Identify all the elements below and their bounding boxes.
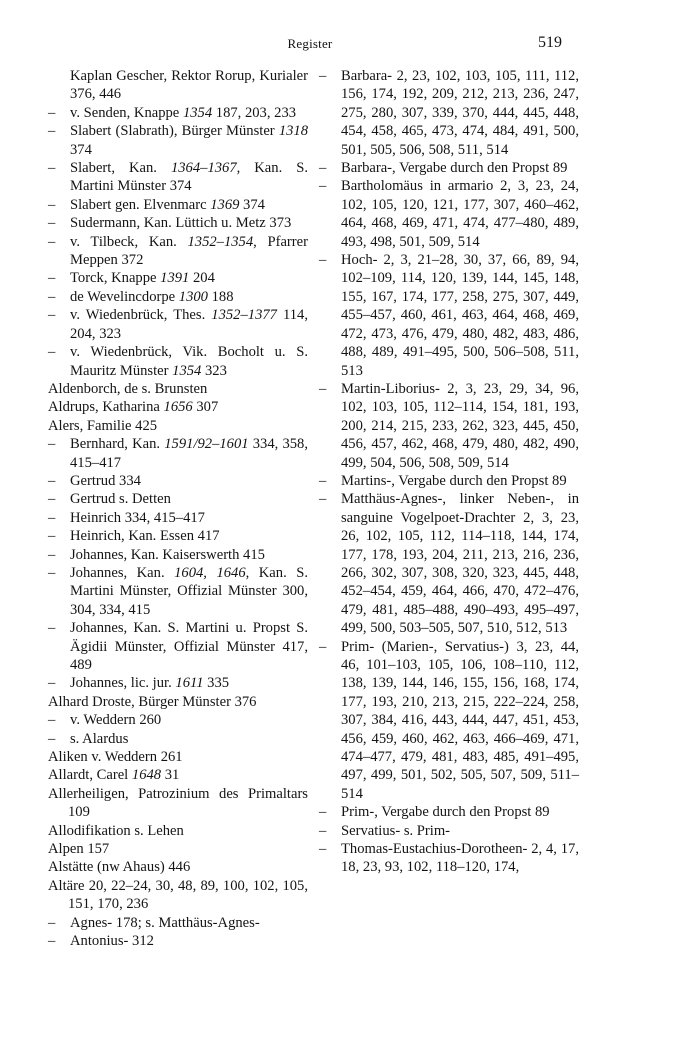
index-subentry <box>319 177 579 251</box>
entry-text: Heinrich 334, 415–417 <box>70 509 205 526</box>
index-subentry <box>48 932 308 950</box>
index-subentry <box>48 104 308 122</box>
subentry-dash: – <box>48 123 56 140</box>
entry-text: v. Wiedenbrück, Vik. Bocholt u. S. Mauritz Münster 1354 323 <box>70 344 308 379</box>
entry-text: Aliken v. Weddern 261 <box>48 749 183 766</box>
index-subentry <box>48 730 308 748</box>
subentry-dash: – <box>48 160 56 177</box>
index-subentry <box>48 490 308 508</box>
subentry-dash: – <box>319 160 327 177</box>
index-entry <box>48 748 308 766</box>
index-subentry <box>319 638 579 804</box>
index-subentry <box>48 214 308 232</box>
entry-text: Bernhard, Kan. 1591/92–1601 334, 358, 415–417 <box>70 436 308 471</box>
entry-text: Alstätte (nw Ahaus) 446 <box>48 859 191 876</box>
entry-text: Allerheiligen, Patrozinium des Primaltars 109 <box>48 785 308 821</box>
entry-text: Hoch- 2, 3, 21–28, 30, 37, 66, 89, 94, 102–109, 114, 120, 139, 144, 145, 148, 155, 167, 174, 177, 258, 275, 307, 449, 455–457, 460, 461, 463, 464, 468, 469, 472, 473, 476, 479, 480, 482, 483, 486, 488, 489, 491–495, 500, 506–508, 511, 513 <box>341 252 579 379</box>
index-subentry <box>48 269 308 287</box>
subentry-dash: – <box>48 933 56 950</box>
entry-text: Aldrups, Katharina 1656 307 <box>48 399 219 416</box>
subentry-dash: – <box>48 914 56 931</box>
entry-text: v. Wiedenbrück, Thes. 1352–1377 114, 204, 323 <box>70 307 308 342</box>
entry-text: Slabert (Slabrath), Bürger Münster 1318 374 <box>70 123 308 158</box>
index-subentry <box>48 546 308 564</box>
subentry-dash: – <box>48 472 56 489</box>
entry-text: Martins-, Vergabe durch den Propst 89 <box>341 472 567 489</box>
entry-text: Alpen 157 <box>48 841 110 858</box>
index-entry-continuation <box>48 67 308 104</box>
index-subentry <box>319 840 579 877</box>
entry-text: Servatius- s. Prim- <box>341 822 451 839</box>
subentry-dash: – <box>319 841 327 858</box>
subentry-dash: – <box>48 730 56 747</box>
entry-text: Barbara-, Vergabe durch den Propst 89 <box>341 160 568 177</box>
entry-text: Sudermann, Kan. Lüttich u. Metz 373 <box>70 215 292 232</box>
entry-text: Bartholomäus in armario 2, 3, 23, 24, 102, 105, 120, 121, 177, 307, 460–462, 464, 468, 469, 471, 474, 477–480, 489, 493, 498, 501, 509, 514 <box>341 178 579 250</box>
subentry-dash: – <box>48 215 56 232</box>
entry-text: v. Tilbeck, Kan. 1352–1354, Pfarrer Meppen 372 <box>70 233 308 269</box>
index-subentry <box>319 472 579 490</box>
entry-text: Slabert gen. Elvenmarc 1369 374 <box>70 196 265 213</box>
subentry-dash: – <box>48 104 56 121</box>
index-subentry <box>48 527 308 545</box>
entry-text: Alhard Droste, Bürger Münster 376 <box>48 693 257 710</box>
subentry-dash: – <box>319 638 327 655</box>
subentry-dash: – <box>319 804 327 821</box>
entry-text: Johannes, Kan. S. Martini u. Propst S. Ägidii Münster, Offizial Münster 417, 489 <box>70 620 308 673</box>
entry-text: Johannes, Kan. Kaiserswerth 415 <box>70 546 265 563</box>
subentry-dash: – <box>319 178 327 195</box>
index-entry <box>48 693 308 711</box>
index-subentry <box>319 159 579 177</box>
index-subentry <box>319 803 579 821</box>
subentry-dash: – <box>319 491 327 508</box>
entry-text: v. Senden, Knappe 1354 187, 203, 233 <box>70 104 297 121</box>
entry-text: Aldenborch, de s. Brunsten <box>48 380 208 397</box>
index-subentry <box>48 914 308 932</box>
index-subentry <box>319 67 579 159</box>
index-subentry <box>319 251 579 380</box>
subentry-dash: – <box>319 380 327 397</box>
index-subentry <box>48 343 308 380</box>
entry-text: Martin-Liborius- 2, 3, 23, 29, 34, 96, 102, 103, 105, 112–114, 154, 181, 193, 200, 214, 215, 233, 262, 323, 445, 450, 456, 457, 462, 468, 479, 480, 482, 490, 499, 504, 506, 508, 509, 514 <box>341 380 579 471</box>
entry-text: Gertrud 334 <box>70 472 141 489</box>
subentry-dash: – <box>48 491 56 508</box>
subentry-dash: – <box>319 822 327 839</box>
entry-text: Gertrud s. Detten <box>70 491 171 508</box>
index-subentry <box>48 711 308 729</box>
entry-text: Johannes, lic. jur. 1611 335 <box>70 675 230 692</box>
index-subentry <box>48 619 308 674</box>
subentry-dash: – <box>319 252 327 269</box>
index-subentry <box>319 490 579 637</box>
index-subentry <box>48 306 308 343</box>
index-entry <box>48 877 308 914</box>
subentry-dash: – <box>48 675 56 692</box>
index-subentry <box>48 196 308 214</box>
subentry-dash: – <box>48 620 56 637</box>
index-subentry <box>48 674 308 692</box>
index-subentry <box>319 822 579 840</box>
subentry-dash: – <box>48 546 56 563</box>
subentry-dash: – <box>48 528 56 545</box>
subentry-dash: – <box>319 472 327 489</box>
entry-text: Thomas-Eustachius-Dorotheen- 2, 4, 17, 18, 23, 93, 102, 118–120, 174, <box>341 841 579 876</box>
entry-text: Allodifikation s. Lehen <box>48 822 184 839</box>
subentry-dash: – <box>48 564 56 581</box>
entry-text: Prim- (Marien-, Servatius-) 3, 23, 44, 46, 101–103, 105, 106, 108–110, 112, 138, 139, 144, 146, 155, 156, 168, 174, 177, 193, 210, 213, 215, 222–224, 258, 307, 384, 416, 443, 444, 447, 451, 453, 456, 459, 460, 462, 463, 466–469, 471, 474–477, 479, 481, 483, 485, 491–495, 497, 499, 501, 502, 505, 507, 509, 511–514 <box>341 638 579 802</box>
index-column-left <box>48 67 308 951</box>
index-subentry <box>48 509 308 527</box>
subentry-dash: – <box>48 233 56 250</box>
entry-text: Agnes- 178; s. Matthäus-Agnes- <box>70 914 260 931</box>
index-subentry <box>48 564 308 619</box>
entry-text: Antonius- 312 <box>70 933 154 950</box>
entry-text: Slabert, Kan. 1364–1367, Kan. S. Martini Münster 374 <box>70 160 308 195</box>
entry-text: Allardt, Carel 1648 31 <box>48 767 180 784</box>
index-entry <box>48 398 308 416</box>
entry-text: Barbara- 2, 23, 102, 103, 105, 111, 112, 156, 174, 192, 209, 212, 213, 236, 247, 275, 280, 307, 339, 370, 444, 445, 448, 454, 458, 465, 473, 474, 484, 491, 500, 501, 505, 506, 508, 511, 514 <box>341 68 579 158</box>
page-number: 519 <box>538 34 562 51</box>
index-entry <box>48 858 308 876</box>
index-subentry <box>48 472 308 490</box>
entry-text: Torck, Knappe 1391 204 <box>70 270 215 287</box>
entry-text: Johannes, Kan. 1604, 1646, Kan. S. Martini Münster, Offizial Münster 300, 304, 334, 415 <box>70 564 308 618</box>
index-entry <box>48 785 308 822</box>
index-subentry <box>48 288 308 306</box>
index-column-right <box>319 67 579 877</box>
entry-text: v. Weddern 260 <box>70 712 162 729</box>
index-entry <box>48 380 308 398</box>
subentry-dash: – <box>48 712 56 729</box>
entry-text: Altäre 20, 22–24, 30, 48, 89, 100, 102, 105, 151, 170, 236 <box>48 877 308 913</box>
entry-text: s. Alardus <box>70 730 129 747</box>
entry-text: Prim-, Vergabe durch den Propst 89 <box>341 804 550 821</box>
subentry-dash: – <box>319 68 327 84</box>
entry-text: Heinrich, Kan. Essen 417 <box>70 528 220 545</box>
entry-text: Kaplan Gescher, Rektor Rorup, Kurialer 376, 446 <box>70 68 308 103</box>
subentry-dash: – <box>48 288 56 305</box>
running-title: Register <box>287 36 333 51</box>
entry-text: de Wevelincdorpe 1300 188 <box>70 288 234 305</box>
index-subentry <box>48 435 308 472</box>
index-entry <box>48 822 308 840</box>
page-header <box>0 34 700 56</box>
subentry-dash: – <box>48 270 56 287</box>
subentry-dash: – <box>48 344 56 361</box>
index-entry <box>48 840 308 858</box>
subentry-dash: – <box>48 307 56 324</box>
subentry-dash: – <box>48 509 56 526</box>
index-entry <box>48 417 308 435</box>
index-subentry <box>48 122 308 159</box>
index-subentry <box>48 233 308 270</box>
entry-text: Alers, Familie 425 <box>48 417 158 434</box>
index-entry <box>48 766 308 784</box>
subentry-dash: – <box>48 436 56 453</box>
index-subentry <box>319 380 579 472</box>
subentry-dash: – <box>48 196 56 213</box>
entry-text: Matthäus-Agnes-, linker Neben-, in sanguine Vogelpoet-Drachter 2, 3, 23, 26, 102, 105, 112, 114–118, 144, 174, 177, 178, 193, 204, 211, 213, 216, 236, 266, 302, 307, 308, 320, 323, 445, 448, 452–454, 459, 464, 466, 470, 472–476, 479, 481, 485–488, 490–493, 495–497, 499, 500, 503–505, 507, 510, 512, 513 <box>341 491 579 637</box>
index-subentry <box>48 159 308 196</box>
